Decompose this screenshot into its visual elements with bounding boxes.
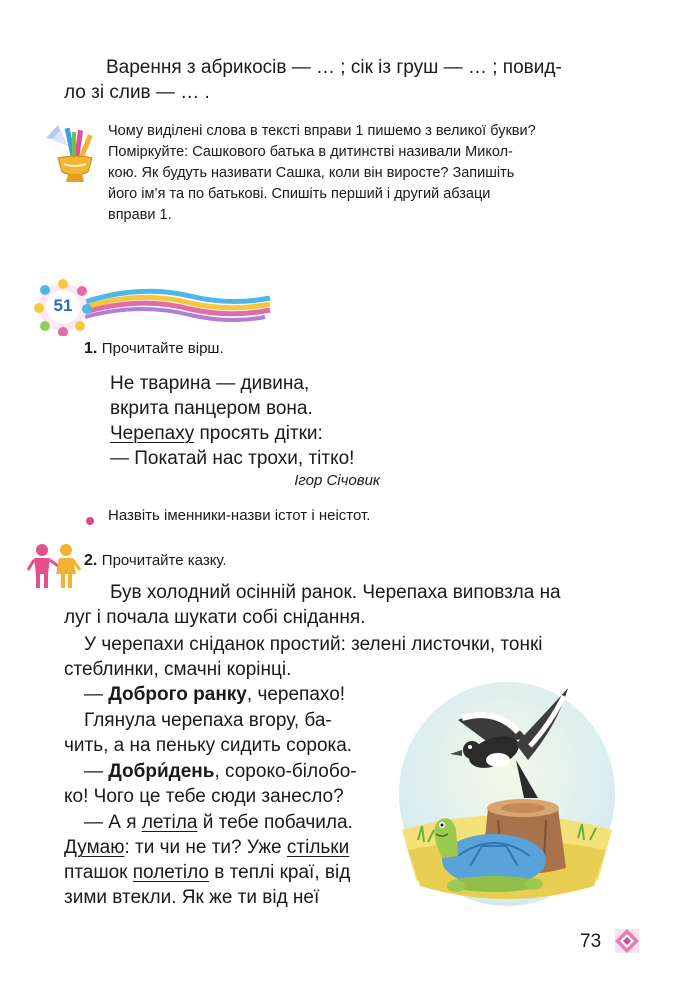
- top-line-2: ло зі слив — … .: [64, 82, 210, 103]
- story-p8-b: в теплі краї, від: [209, 862, 351, 883]
- bullet-dot-icon: [86, 512, 94, 530]
- task-line-3: кою. Як будуть називати Сашка, коли він виросте? Запишіть: [108, 165, 515, 181]
- poem-line-4: — Покатай нас трохи, тітко!: [110, 448, 355, 469]
- magpie-turtle-illustration: [398, 680, 616, 908]
- story-p9: зими втекли. Як же ти від неї: [64, 887, 320, 908]
- lesson-number: 51: [53, 296, 73, 315]
- story-p6-b: й тебе побачила.: [197, 812, 353, 833]
- story-p5-line1: [84, 759, 385, 784]
- top-line-1: Варення з абрикосів — … ; сік із груш — … ; повид-: [106, 57, 562, 78]
- story-p5-rest: , сороко-білобо-: [214, 761, 357, 782]
- page-ornament-icon: [612, 926, 642, 956]
- pencil-vase-icon: [38, 120, 98, 190]
- task-line-1: Чому виділені слова в тексті вправи 1 пишемо з великої букви?: [108, 123, 536, 139]
- story-p3-dash: —: [84, 684, 109, 705]
- story-p8: [64, 860, 385, 885]
- story-p7-underlined-1: Думаю: [64, 837, 125, 858]
- story-p2-line1: У черепахи сніданок простий: зелені листочки, тонкі: [84, 634, 543, 655]
- children-pair-icon: [26, 542, 84, 592]
- story-p6-a: — А я: [84, 812, 142, 833]
- story-p8-underlined: полетіло: [132, 862, 210, 883]
- story-p5-line2: ко! Чого це тебе сюди занесло?: [64, 786, 344, 807]
- exercise1-task: Прочитайте вірш.: [101, 340, 224, 357]
- poem-line-2: вкрита панцером вона.: [110, 398, 313, 419]
- task-line-4: його ім’я та по батькові. Спишіть перший і другий абзаци: [108, 186, 491, 202]
- story-p6: [84, 810, 353, 835]
- page-number: 73: [580, 931, 602, 952]
- poem: [110, 371, 354, 471]
- story-p1-line2: луг і почала шукати собі снідання.: [64, 607, 366, 628]
- exercise1-number: 1.: [84, 340, 98, 357]
- story-p5-dash: —: [84, 761, 109, 782]
- story-p4-line1: Глянула черепаха вгору, ба-: [84, 710, 332, 731]
- story-p7-a: : ти чи не ти? Уже: [124, 837, 287, 858]
- story-p5-bold: Добри́день: [108, 761, 215, 782]
- exercise1-header: [84, 340, 224, 358]
- poem-line-1: Не тварина — дивина,: [110, 373, 310, 394]
- poem-author: Ігор Січовик: [294, 472, 380, 489]
- story-p7-underlined-2: стільки: [286, 837, 350, 858]
- exercise2-task: Прочитайте казку.: [101, 552, 227, 569]
- story-p6-underlined: летіла: [141, 812, 198, 833]
- exercise2-number: 2.: [84, 552, 98, 569]
- task-paragraph: [108, 121, 614, 226]
- story-p3-bold: Доброго ранку: [108, 684, 247, 705]
- story-p3-rest: , черепахо!: [246, 684, 346, 705]
- story-p8-a: пташок: [64, 862, 133, 883]
- exercise1-bullet-text: Назвіть іменники-назви істот і неістот.: [108, 507, 371, 524]
- story-p2-line2: стеблинки, смачні корінці.: [64, 659, 292, 680]
- story-p7: [64, 835, 349, 860]
- poem-underlined-word: Черепаху: [110, 423, 195, 444]
- poem-line-3: [110, 421, 354, 446]
- task-line-5: вправи 1.: [108, 207, 172, 223]
- task-line-2: Поміркуйте: Сашкового батька в дитинстві називали Микол-: [108, 144, 513, 160]
- story-p1-line1: Був холодний осінній ранок. Черепаха виповзла на: [110, 582, 561, 603]
- exercise2-header: [84, 552, 227, 570]
- lesson-badge: [30, 276, 280, 336]
- poem-line-3-rest: просять дітки:: [194, 423, 323, 444]
- story-p3: [84, 682, 345, 707]
- story-p4-line2: чить, а на пеньку сидить сорока.: [64, 735, 353, 756]
